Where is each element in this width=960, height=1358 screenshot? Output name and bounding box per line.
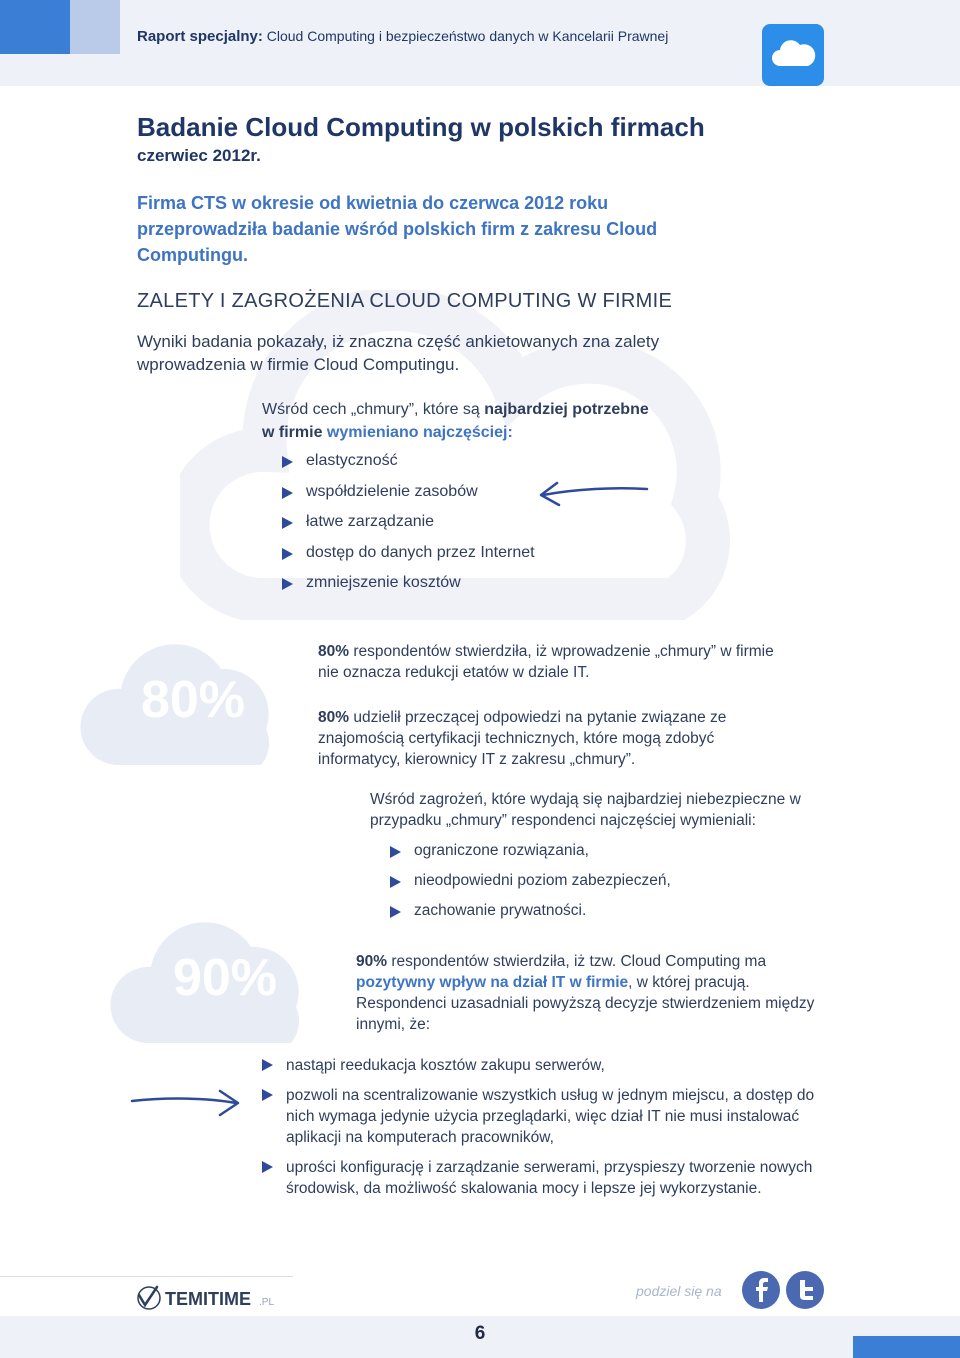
list-item: uprości konfigurację i zarządzanie serwerami, przyspieszy tworzenie nowych środowisk, da możliwość skalowania mocy i lepsze jej wykorzystanie. — [262, 1157, 822, 1199]
features-lead-text: Wśród cech „chmury”, które są — [262, 401, 485, 418]
stat-80-bold: 80% — [318, 643, 350, 660]
facebook-icon[interactable] — [742, 1271, 780, 1309]
report-header — [137, 28, 668, 45]
section-heading: ZALETY I ZAGROŻENIA CLOUD COMPUTING W FIRMIE — [137, 290, 673, 312]
list-item: elastyczność — [282, 452, 535, 483]
features-lead — [262, 398, 762, 444]
stat-90-highlight: pozytywny wpływ na dział IT w firmie — [356, 974, 629, 991]
twitter-icon[interactable] — [786, 1271, 824, 1309]
stat-80-paragraph-1 — [318, 641, 798, 683]
list-item: pozwoli na scentralizowanie wszystkich usług w jednym miejscu, a dostęp do nich wymaga jedynie użycia przeglądarki, więc dział IT nie musi instalować aplikacji na komputerach pracowników, — [262, 1085, 822, 1148]
stat-80-text-2: udzielił przeczącej odpowiedzi na pytanie związane ze znajomością certyfikacji technicznych, które mogą zdobyć informatycy, kierownicy IT z zakresu „chmury”. — [318, 709, 727, 768]
features-lead-bold-2: w firmie — [262, 424, 323, 441]
stat-80-value: 80% — [140, 671, 246, 729]
threats-list — [390, 842, 671, 932]
footer-accent-block — [853, 1336, 960, 1358]
page-number: 6 — [474, 1323, 486, 1344]
logo-text: TEMITIME — [165, 1289, 251, 1309]
intro-paragraph: Firma CTS w okresie od kwietnia do czerwca 2012 roku przeprowadziła badanie wśród polskich firm z zakresu Cloud Computingu. — [137, 193, 658, 265]
stat-80-paragraph-2 — [318, 707, 798, 770]
header-accent-block — [0, 0, 70, 54]
page-title: Badanie Cloud Computing w polskich firmach — [137, 112, 705, 142]
stat-80-bold-2: 80% — [318, 709, 350, 726]
share-label: podziel się na — [636, 1283, 722, 1299]
features-lead-bold: najbardziej potrzebne — [484, 401, 649, 418]
logo-suffix: .PL — [259, 1297, 275, 1308]
temitime-logo[interactable] — [137, 1283, 287, 1318]
reasons-list — [262, 1055, 822, 1208]
features-lead-highlight: wymieniano najczęściej: — [326, 424, 513, 441]
page-subtitle: czerwiec 2012r. — [137, 146, 261, 165]
list-item: nastąpi reedukacja kosztów zakupu serwerów, — [262, 1055, 822, 1076]
report-topic: Cloud Computing i bezpieczeństwo danych w Kancelarii Prawnej — [266, 28, 669, 44]
list-item: ograniczone rozwiązania, — [390, 842, 671, 872]
stat-90-text: respondentów stwierdziła, iż tzw. Cloud Computing ma — [387, 953, 767, 970]
list-item: dostęp do danych przez Internet — [282, 544, 535, 575]
features-list — [282, 452, 535, 605]
cloud-icon — [762, 24, 824, 86]
list-item: zmniejszenie kosztów — [282, 574, 535, 605]
hand-drawn-arrow-right-icon — [128, 1085, 248, 1119]
threats-lead: Wśród zagrożeń, które wydają się najbardziej niebezpieczne w przypadku „chmury” respondenci najczęściej wymieniali: — [370, 791, 801, 829]
list-item: łatwe zarządzanie — [282, 513, 535, 544]
stat-90-bold: 90% — [356, 953, 388, 970]
stat-90-value: 90% — [172, 949, 278, 1007]
stat-80-text: respondentów stwierdziła, iż wprowadzenie „chmury” w firmie nie oznacza redukcji etatów w dziale IT. — [318, 643, 774, 681]
list-item: zachowanie prywatności. — [390, 902, 671, 932]
footer-divider — [0, 1276, 293, 1277]
list-item: nieodpowiedni poziom zabezpieczeń, — [390, 872, 671, 902]
stat-90-paragraph — [356, 951, 836, 1035]
hand-drawn-arrow-left-icon — [535, 475, 655, 511]
header-accent-block-light — [70, 0, 120, 54]
results-paragraph: Wyniki badania pokazały, iż znaczna część ankietowanych zna zalety wprowadzenia w firmie Cloud Computingu. — [137, 332, 660, 374]
stat-90-text-2: , w której pracują. Respondenci uzasadniali powyższą decyzje stwierdzeniem między innymi, że: — [356, 974, 815, 1033]
report-label: Raport specjalny: — [137, 28, 263, 45]
list-item: współdzielenie zasobów — [282, 483, 535, 514]
